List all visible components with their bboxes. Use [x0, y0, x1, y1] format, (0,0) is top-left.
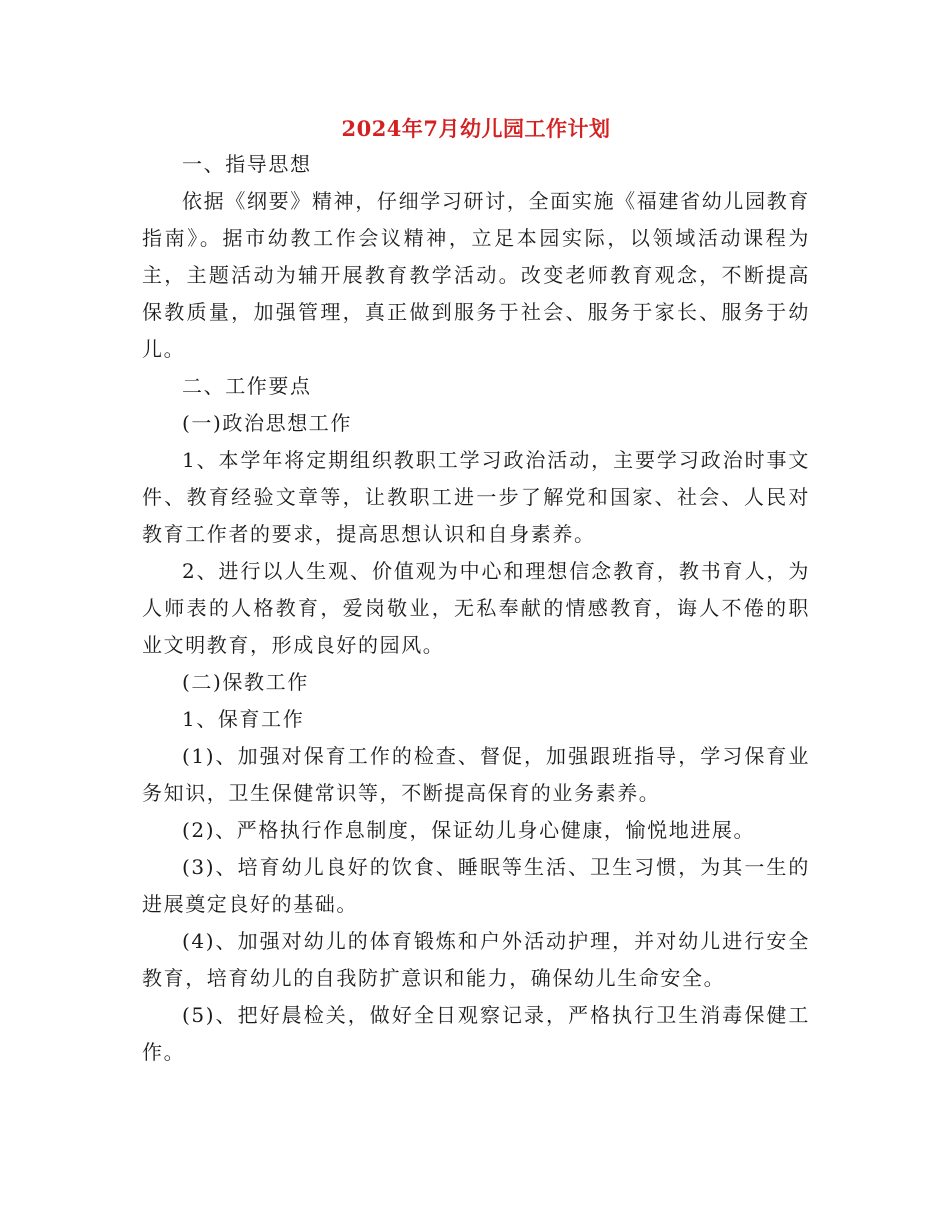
paragraph-political-2: 2、进行以人生观、价值观为中心和理想信念教育，教书育人，为人师表的人格教育，爱岗敬业，无私奉献的情感教育，诲人不倦的职业文明教育，形成良好的园风。 [142, 559, 810, 657]
list-item-care-5: (5)、把好晨检关，做好全日观察记录，严格执行卫生消毒保健工作。 [142, 1003, 810, 1064]
list-item-care-2: (2)、严格执行作息制度，保证幼儿身心健康，愉悦地进展。 [182, 818, 756, 842]
document-page [142, 112, 810, 1071]
section-heading-work-points: 二、工作要点 [182, 374, 312, 398]
paragraph-political-1: 1、本学年将定期组织教职工学习政治活动，主要学习政治时事文件、教育经验文章等，让教职工进一步了解党和国家、社会、人民对教育工作者的要求，提高思想认识和自身素养。 [142, 448, 810, 546]
section-heading-guiding-ideology: 一、指导思想 [182, 152, 312, 176]
subsection-heading-political-work: (一)政治思想工作 [182, 411, 353, 435]
item-heading-care-work: 1、保育工作 [182, 707, 305, 731]
list-item-care-1: (1)、加强对保育工作的检查、督促，加强跟班指导，学习保育业务知识，卫生保健常识等，不断提高保育的业务素养。 [142, 744, 810, 805]
list-item-care-4: (4)、加强对幼儿的体育锻炼和户外活动护理，并对幼儿进行安全教育，培育幼儿的自我防扩意识和能力，确保幼儿生命安全。 [142, 929, 810, 990]
document-title: 2024年7月幼儿园工作计划 [341, 116, 611, 141]
paragraph-guiding-ideology: 依据《纲要》精神，仔细学习研讨，全面实施《福建省幼儿园教育指南》。据市幼教工作会议精神，立足本园实际，以领域活动课程为主，主题活动为辅开展教育教学活动。改变老师教育观念，不断提高保教质量，加强管理，真正做到服务于社会、服务于家长、服务于幼儿。 [142, 189, 810, 361]
list-item-care-3: (3)、培育幼儿良好的饮食、睡眠等生活、卫生习惯，为其一生的进展奠定良好的基础。 [142, 855, 810, 916]
subsection-heading-care-education: (二)保教工作 [182, 670, 309, 694]
